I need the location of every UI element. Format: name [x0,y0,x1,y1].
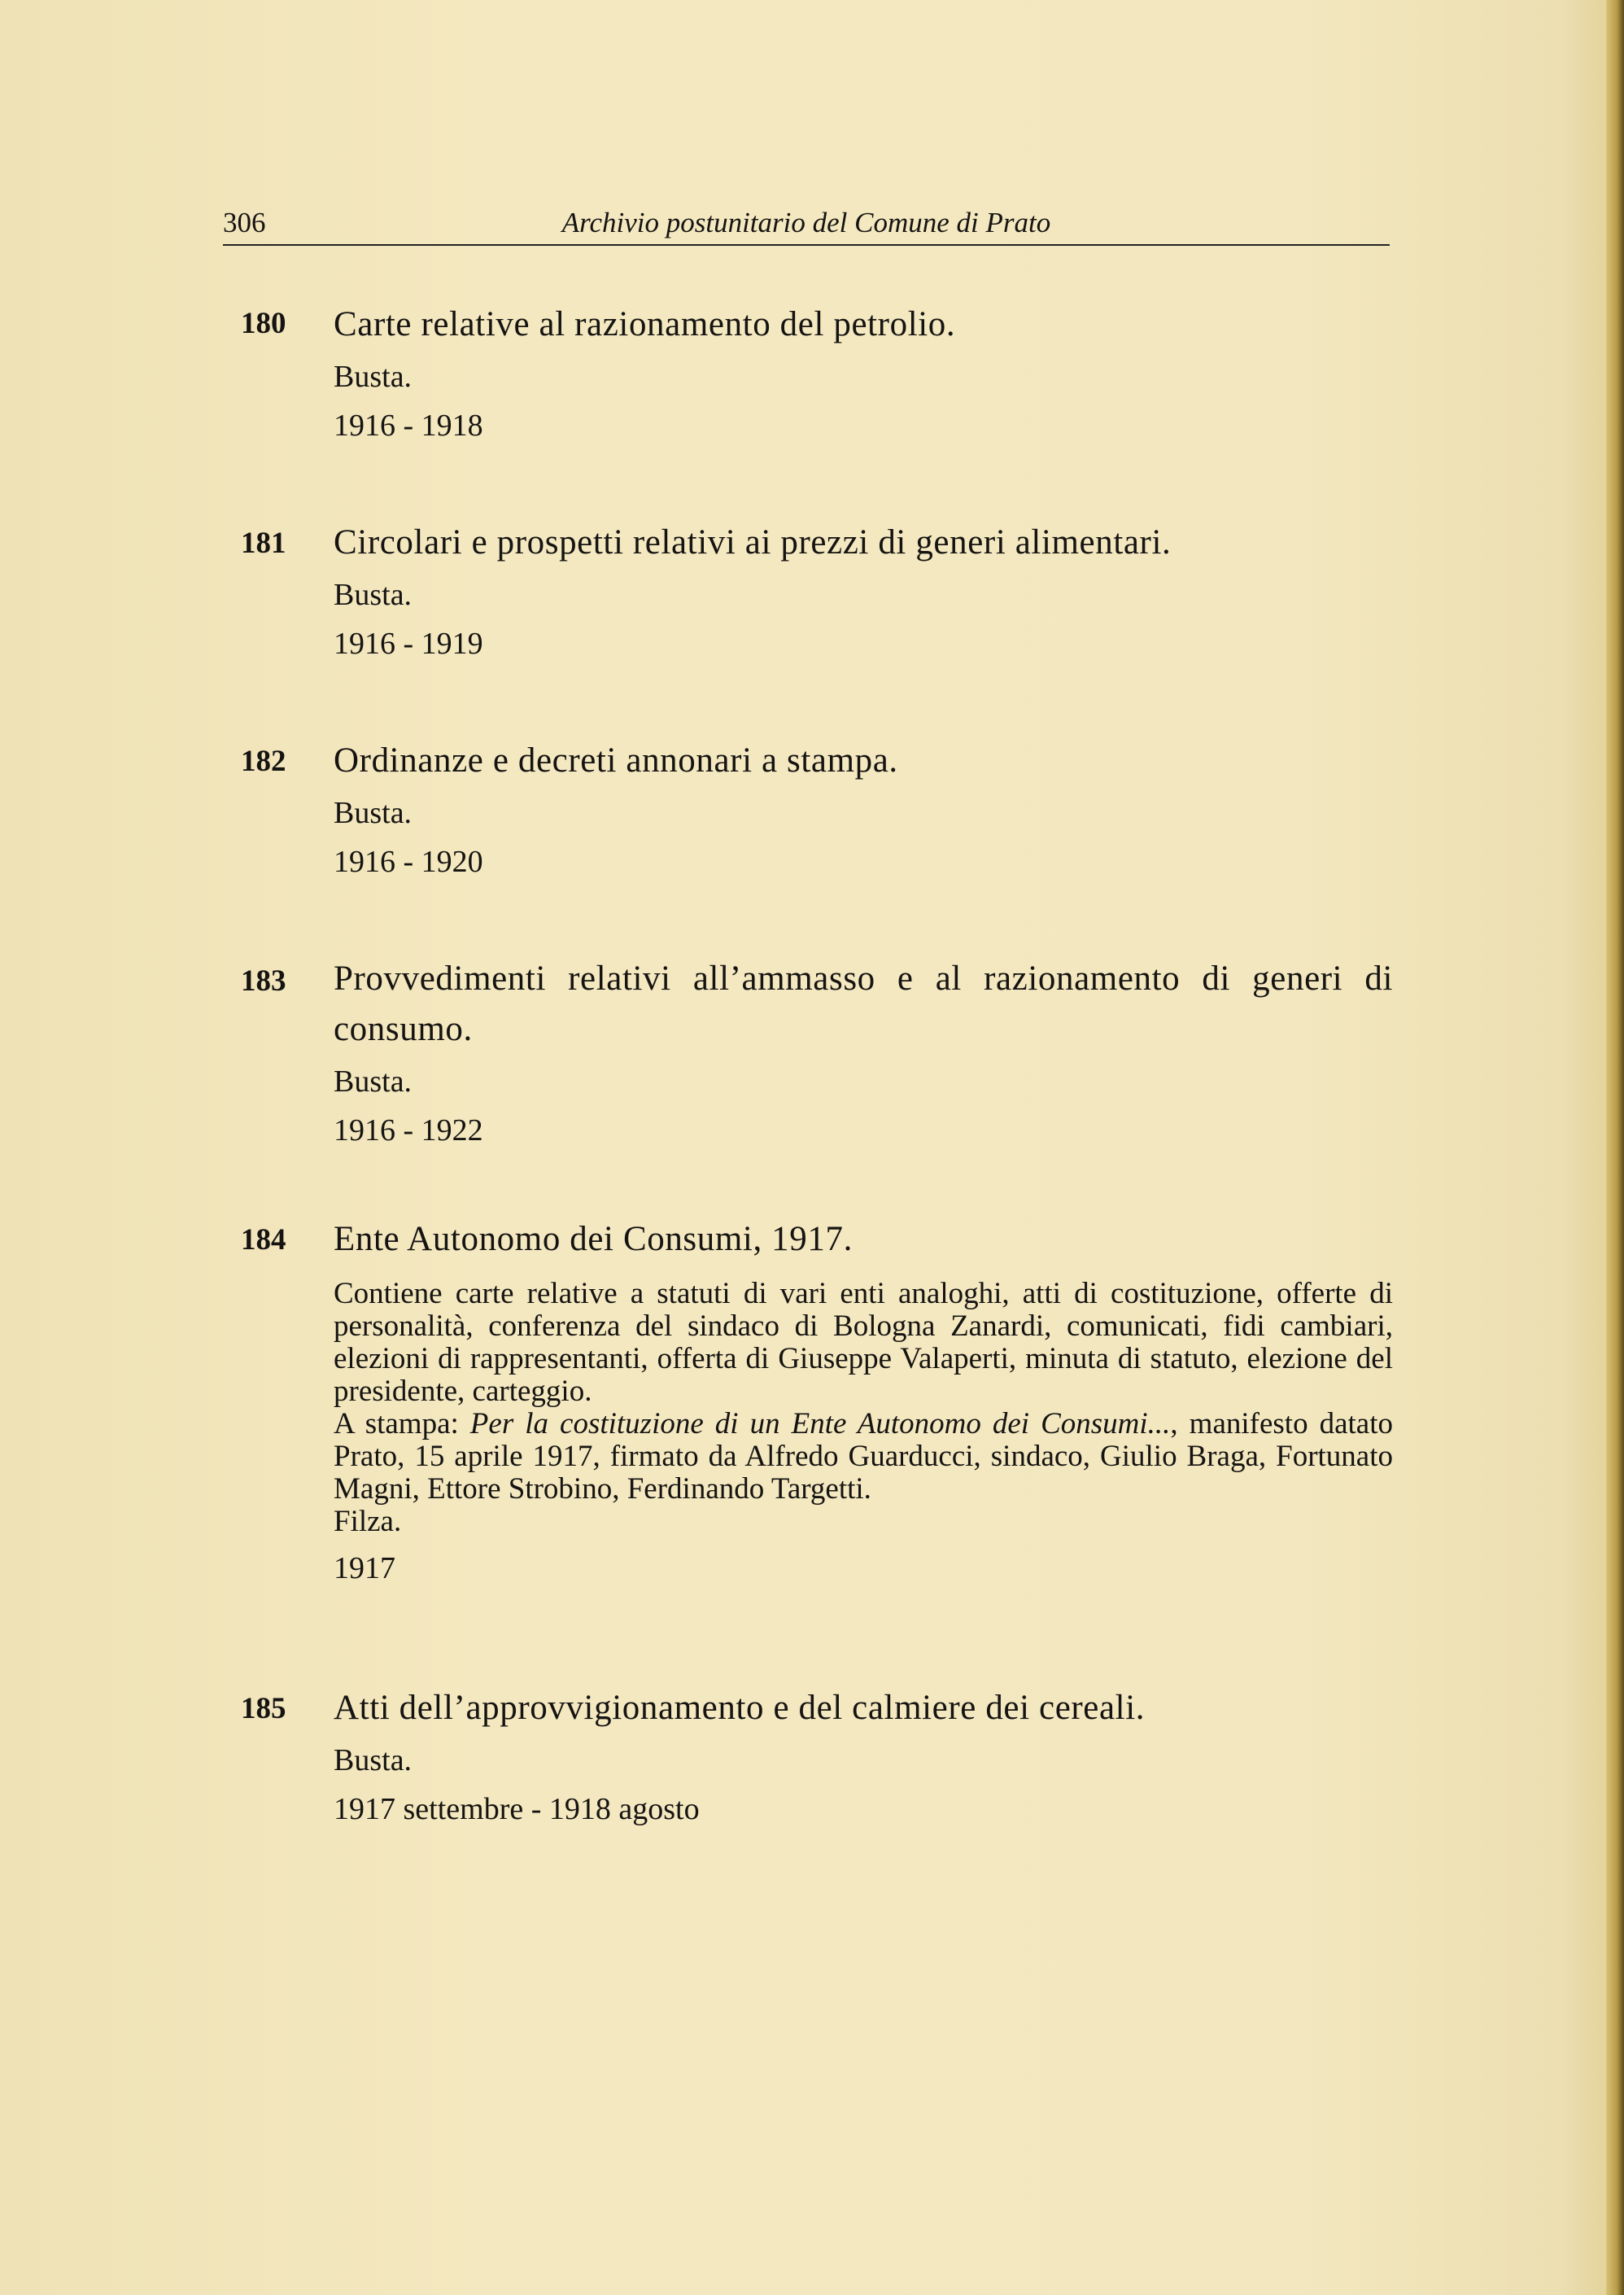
page-header [223,207,1390,244]
entry-body [334,518,1393,666]
entry-body [334,299,1393,448]
print-details: , manifesto datato Prato, 15 aprile 1917, firmato da Alfredo Guarducci, sindaco, Giulio Braga, Fortunato Magni, Ettore Strobino, Ferdinando Targetti. [334,1407,1394,1506]
entry-number: 180 [241,307,286,340]
description-text: Contiene carte relative a statuti di vari enti analoghi, atti di costituzione, offerte di personalità, conferenza del sindaco di Bologna Zanardi, comunicati, fidi cambiari, elezioni di rappresentanti, offerta di Giuseppe Valaperti, minuta di statuto, elezione del presidente, carteggio. [334,1277,1393,1408]
entry-dates: 1916 - 1918 [334,409,483,443]
entry-dates: 1916 - 1920 [334,845,483,879]
entry-number: 183 [241,964,286,998]
entry-title: Provvedimenti relativi all’ammasso e al razionamento di generi di consumo. [334,960,1393,1048]
entry-physical: Filza. [334,1505,402,1538]
entry-physical: Busta. [334,1743,413,1777]
entry-body [334,1214,1393,1590]
entry-description [334,1278,1393,1538]
entry-number: 185 [241,1692,286,1725]
entry-number: 182 [241,745,286,778]
entry-body [334,736,1393,884]
entry-dates: 1917 [334,1551,395,1585]
header-rule [223,244,1390,246]
page-number: 306 [223,207,266,238]
entry-physical: Busta. [334,1064,413,1099]
entry-number: 184 [241,1223,286,1257]
entry-number: 181 [241,527,286,560]
entry-dates: 1916 - 1922 [334,1113,483,1148]
entry-physical: Busta. [334,360,413,394]
entry-body [334,1683,1393,1831]
entry-body [334,954,1393,1152]
entry-title: Carte relative al razionamento del petrolio. [334,305,956,343]
print-prefix: A stampa: [334,1407,470,1440]
entry-physical: Busta. [334,578,413,612]
entry-title: Ordinanze e decreti annonari a stampa. [334,741,898,780]
book-spine-edge [1606,0,1624,2295]
entry-physical: Busta. [334,796,413,830]
entry-title: Circolari e prospetti relativi ai prezzi di generi alimentari. [334,523,1172,562]
entry-title: Ente Autonomo dei Consumi, 1917. [334,1220,853,1258]
running-title: Archivio postunitario del Comune di Prato [561,207,1051,238]
entry-dates: 1917 settembre - 1918 agosto [334,1792,700,1826]
entry-dates: 1916 - 1919 [334,627,483,661]
entry-title: Atti dell’approvvigionamento e del calmiere dei cereali. [334,1689,1146,1727]
print-title: Per la costituzione di un Ente Autonomo dei Consumi... [469,1407,1171,1440]
